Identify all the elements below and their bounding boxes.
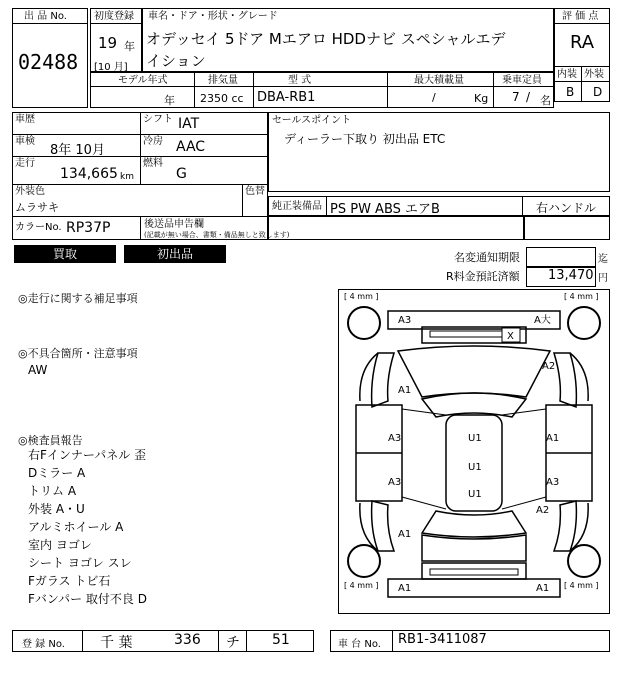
model-year-label: モデル年式 [118, 75, 168, 86]
mark-rear-bumper-right: A1 [536, 583, 550, 594]
mark-grille: X [507, 331, 514, 342]
max-load-label: 最大積載量 [414, 75, 464, 86]
mark-front-bumper-left: A3 [398, 315, 412, 326]
inspector-item: アルミホイール A [28, 520, 124, 534]
handle-col [522, 196, 523, 216]
capacity-unit: 名 [540, 94, 551, 107]
misc-box [524, 216, 610, 240]
max-load-value: / [432, 91, 436, 104]
wheel-front-left [348, 307, 380, 339]
exterior-grade: D [593, 85, 603, 99]
spec-div-3 [387, 72, 388, 108]
tire-front-right-label: [ 4 mm ] [564, 292, 599, 301]
type-value: DBA-RB1 [257, 90, 316, 105]
inspector-item: トリム A [28, 484, 77, 498]
rear-plate-area [422, 563, 526, 579]
color-no-value: RP37P [66, 220, 111, 236]
supplement-title: ◎走行に関する補足事項 [18, 292, 138, 305]
specs-row-mid [90, 86, 554, 87]
rear-glass [422, 511, 526, 537]
right-fender [554, 353, 576, 407]
left-fender [372, 353, 394, 407]
mark-left-rear-door: A3 [388, 477, 402, 488]
mark-front-bumper-right: A大 [534, 315, 551, 326]
change-deadline-label: 名変通知期限 [454, 251, 520, 264]
inspector-item: 外装 A・U [28, 502, 85, 516]
wheel-front-right [568, 307, 600, 339]
reg-col-1 [82, 630, 83, 652]
fuel-label: 燃料 [143, 158, 163, 169]
inspector-item: 室内 ヨゴレ [28, 538, 92, 552]
car-name-label: 車名・ドア・形状・グレード [148, 11, 278, 22]
color-no-label: カラーNo. [15, 222, 62, 233]
hood [398, 346, 550, 397]
registration-label: 登 録 No. [22, 639, 65, 650]
details-repaint-col [242, 184, 243, 216]
type-label: 型 式 [288, 75, 312, 86]
color-value: ムラサキ [15, 201, 59, 214]
right-quarter [554, 501, 576, 551]
fuel-value: G [176, 166, 187, 182]
repaint-label: 色替 [245, 186, 265, 197]
first-reg-month: [10 月] [94, 62, 128, 73]
inspector-title: ◎検査員報告 [18, 434, 83, 447]
car-name-line2: イション [146, 52, 206, 70]
mark-roof-front: U1 [468, 433, 482, 444]
equipment-value: PS PW ABS エアB [330, 202, 440, 217]
wheel-rear-left [348, 545, 380, 577]
max-load-unit: Kg [474, 92, 489, 105]
history-label: 車歴 [15, 114, 35, 125]
change-deadline-box [526, 247, 596, 267]
badge-first-listing: 初出品 [124, 245, 226, 263]
grade-label: 評 価 点 [562, 11, 599, 22]
reg-col-3 [246, 630, 247, 652]
inspector-item: シート ヨゴレ スレ [28, 556, 132, 570]
details-row-3 [12, 184, 268, 185]
later-docs-note: (記載が無い場合、書類・備品無しと致します) [144, 231, 290, 239]
recycle-unit: 円 [598, 273, 608, 284]
chassis-number: RB1-3411087 [398, 632, 487, 647]
sales-point-value: ディーラー下取り 初出品 ETC [284, 132, 446, 146]
defects-title: ◎不具合箇所・注意事項 [18, 347, 138, 360]
registration-kana: チ [226, 635, 240, 651]
spec-div-2 [253, 72, 254, 108]
ac-label: 冷房 [143, 136, 163, 147]
mark-left-front-door: A3 [388, 433, 402, 444]
mark-roof-rear: U1 [468, 489, 482, 500]
interior-label: 内装 [557, 69, 577, 80]
equipment-label: 純正装備品 [272, 201, 322, 212]
mark-rear-bumper-left: A1 [398, 583, 412, 594]
exterior-label: 外装 [584, 69, 604, 80]
mark-left-fender: A1 [398, 385, 412, 396]
damage-diagram [338, 289, 610, 614]
inspector-item: 右Fインナーパネル 歪 [28, 448, 147, 462]
color-label: 外装色 [15, 186, 45, 197]
car-name-line1: オデッセイ 5ドア Mエアロ HDDナビ スペシャルエデ [146, 30, 506, 48]
capacity-value: 7 [512, 90, 520, 104]
inspector-item: Fガラス トビ石 [28, 574, 111, 588]
spec-div-4 [493, 72, 494, 108]
badge-purchase: 買取 [14, 245, 116, 263]
car-diagram-svg [338, 289, 610, 614]
recycle-label: R料金預託済額 [446, 270, 520, 283]
first-reg-year: 19 [98, 34, 118, 52]
change-deadline-unit: 迄 [598, 254, 608, 265]
displacement-value: 2350 cc [200, 92, 244, 105]
later-docs-label: 後送品申告欄 [144, 219, 204, 230]
inspection-label: 車検 [15, 136, 35, 147]
left-quarter [372, 501, 394, 551]
interior-grade: B [566, 85, 575, 99]
grade-value: RA [570, 32, 595, 53]
model-year-unit: 年 [164, 94, 175, 107]
shift-value: IAT [178, 116, 200, 132]
chassis-label: 車 台 No. [338, 639, 381, 650]
shift-label: シフト [143, 114, 173, 125]
tire-rear-right-label: [ 4 mm ] [564, 581, 599, 590]
spec-div-1 [194, 72, 195, 108]
first-reg-year-unit: 年 [124, 40, 135, 53]
tire-rear-left-label: [ 4 mm ] [344, 581, 379, 590]
first-reg-label: 初度登録 [94, 11, 134, 22]
registration-number: 51 [272, 632, 290, 648]
tire-front-left-label: [ 4 mm ] [344, 292, 379, 301]
recycle-amount: 13,470 [548, 268, 594, 283]
details-color-col [140, 216, 141, 240]
sales-point-label: セールスポイント [272, 115, 352, 126]
displacement-label: 排気量 [208, 75, 238, 86]
reg-col-2 [218, 630, 219, 652]
mileage-unit: km [120, 172, 134, 182]
mark-roof-mid: U1 [468, 462, 482, 473]
rear-bumper [388, 579, 560, 597]
mark-right-quarter: A2 [536, 505, 550, 516]
ac-value: AAC [176, 139, 206, 155]
inspector-item: Fバンパー 取付不良 D [28, 592, 147, 606]
mark-left-quarter: A1 [398, 529, 412, 540]
wheel-rear-right [568, 545, 600, 577]
mark-right-fender: A2 [542, 361, 556, 372]
defects-value: AW [28, 363, 48, 377]
mileage-value: 134,665 [60, 166, 118, 182]
details-mid-col [140, 112, 141, 184]
equipment-col [326, 196, 327, 216]
lot-number: 02488 [18, 50, 79, 74]
mileage-label: 走行 [15, 158, 35, 169]
registration-area: 千 葉 [100, 635, 133, 651]
capacity-label: 乗車定員 [502, 75, 542, 86]
capacity-sep: / [526, 90, 531, 104]
mark-right-front-door: A1 [546, 433, 560, 444]
handle-value: 右ハンドル [536, 201, 597, 215]
lot-label: 出 品 No. [24, 11, 67, 22]
tailgate [422, 535, 526, 561]
chassis-col [392, 630, 393, 652]
inspector-item: Dミラー A [28, 466, 86, 480]
registration-class: 336 [174, 632, 201, 648]
mark-right-rear-door: A3 [546, 477, 560, 488]
later-docs-box [268, 216, 524, 240]
inspection-value: 8年 10月 [50, 143, 105, 158]
